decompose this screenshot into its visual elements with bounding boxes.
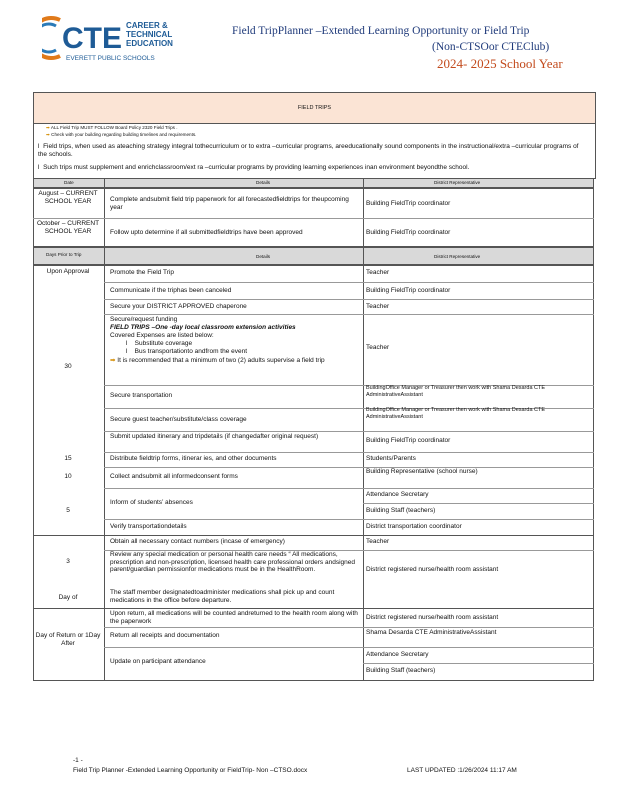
detail-promote: Promote the Field Trip [110, 269, 174, 276]
rep-verify-transport: District transportation coordinator [366, 523, 462, 530]
detail-recommended: ➡ It is recommended that a minimum of two (2) adults supervise a field trip [110, 357, 325, 364]
col-date: Date [64, 180, 74, 185]
rep-medication: District registered nurse/health room assistant [366, 566, 499, 573]
arrow-bullet-icon: ➡ [46, 132, 52, 137]
day-30: 30 [64, 363, 72, 370]
day-15: 15 [64, 455, 72, 462]
divider [363, 178, 364, 247]
rep-promote: Teacher [366, 269, 390, 276]
arrow-bullet-icon: ➡ [46, 125, 51, 130]
detail-verify-transport: Verify transportationdetails [110, 523, 187, 530]
detail-covered-expenses: Covered Expenses are listed below: [110, 332, 214, 339]
day-of: Day of [58, 594, 78, 601]
rep-building-staff-2: Building Staff (teachers) [366, 667, 436, 674]
field-trips-band [33, 92, 596, 124]
s1-details-2: Follow upto determine if all submittedfieldtrips have been approved [110, 229, 303, 236]
rep-transportation: BuildingOffice Manager or Treasurer then work with Shama Desarda CTE AdministrativeAssistant [366, 385, 546, 398]
section1-header [33, 178, 594, 188]
rep-upon-return: District registered nurse/health room assistant [366, 614, 499, 621]
rep-funding: Teacher [366, 344, 390, 351]
band-title: FIELD TRIPS [297, 105, 332, 111]
rep-communicate: Building FieldTrip coordinator [366, 287, 451, 294]
school-year: 2024- 2025 School Year [437, 56, 563, 71]
detail-field-trips-note: FIELD TRIPS –One -day local classroom extension activities [110, 324, 296, 331]
detail-contact-numbers: Obtain all necessary contact numbers (incase of emergency) [110, 538, 285, 545]
col-days: Days Prior to Trip [46, 252, 82, 257]
col-details: Details [256, 180, 271, 185]
col-details: Details [256, 254, 271, 259]
detail-funding: Secure/request funding [110, 316, 178, 323]
rep-consent: Building Representative (school nurse) [366, 468, 478, 475]
s1-date-2: October – CURRENT SCHOOL YEAR [36, 220, 100, 235]
svg-text:TECHNICAL: TECHNICAL [126, 30, 173, 39]
rep-building-staff: Building Staff (teachers) [366, 507, 436, 514]
detail-attendance-update: Update on participant attendance [110, 658, 206, 665]
detail-receipts: Return all receipts and documentation [110, 632, 220, 639]
rep-chaperone: Teacher [366, 303, 390, 310]
detail-upon-return: Upon return, all medications will be counted andreturned to the health room along with the paperwork [110, 610, 358, 625]
col-rep: District Representative [434, 180, 481, 185]
intro-box [33, 122, 596, 179]
s1-rep-2: Building FieldTrip coordinator [366, 229, 451, 236]
intro-paragraph-2: l Such trips must supplement and enrichclassroom/ext ra –curricular programs by providing learning experiences inan environment beyondthe school. [38, 164, 470, 171]
day-10: 10 [64, 473, 72, 480]
section2-header [33, 247, 594, 265]
detail-staff-medication: The staff member designatedtoadminister medications shall pick up and count medications in the office before departure. [110, 589, 335, 604]
day-3: 3 [66, 558, 70, 565]
title-line-1: Field TripPlanner –Extended Learning Opportunity or Field Trip [232, 25, 530, 37]
detail-itinerary: Submit updated itinerary and tripdetails (if changedafter original request) [110, 433, 319, 440]
divider [104, 247, 105, 681]
divider [363, 247, 364, 681]
page-number: -1 - [73, 757, 83, 764]
detail-bus: l Bus transportationto andfrom the event [126, 348, 248, 355]
footer-filename: Field Trip Planner -Extended Learning Opportunity or FieldTrip- Non –CTSO.docx [73, 767, 308, 774]
intro-policy-line: ➡ ALL Field Trip MUST FOLLOW Board Policy 2320 Field Trips . [46, 125, 178, 130]
detail-transportation: Secure transportation [110, 392, 173, 399]
day-5: 5 [66, 507, 70, 514]
rep-receipts: Shama Desarda CTE AdministrativeAssistant [366, 629, 497, 636]
detail-absences: Inform of students’ absences [110, 499, 193, 506]
rep-attendance: Attendance Secretary [366, 491, 429, 498]
s1-date-1: August – CURRENT SCHOOL YEAR [38, 190, 98, 205]
rep-itinerary: Building FieldTrip coordinator [366, 437, 451, 444]
day-of-return: Day of Return or 1Day After [35, 632, 101, 647]
row-divider [33, 218, 594, 219]
divider [104, 178, 105, 247]
logo-mark: CTE [62, 22, 122, 55]
col-rep: District Representative [434, 254, 481, 259]
detail-communicate: Communicate if the triphas been canceled [110, 287, 232, 294]
intro-paragraph-1: l Field trips, when used as ateaching strategy integral tothecurriculum or to extra –curricular programs, areeducationally sound components in the instructional/extra –curricular programs of the schools. [38, 143, 579, 158]
s1-rep-1: Building FieldTrip coordinator [366, 200, 451, 207]
day-upon-approval: Upon Approval [46, 268, 90, 275]
svg-text:EDUCATION: EDUCATION [126, 39, 173, 48]
detail-chaperone: Secure your DISTRICT APPROVED chaperone [110, 303, 247, 310]
detail-consent: Collect andsubmit all informedconsent forms [110, 473, 238, 480]
detail-guest-teacher: Secure guest teacher/substitute/class coverage [110, 416, 247, 423]
rep-contact-numbers: Teacher [366, 538, 390, 545]
s1-details-1: Complete andsubmit field trip paperwork for all forecastedfieldtrips for theupcoming year [110, 196, 349, 211]
footer-updated: LAST UPDATED :1/26/2024 11:17 AM [407, 767, 517, 774]
arrow-bullet-icon: ➡ [110, 357, 118, 364]
rep-guest-teacher: BuildingOffice Manager or Treasurer then work with Shama Desarda CTE AdministrativeAssistant [366, 407, 546, 420]
svg-text:EVERETT PUBLIC SCHOOLS: EVERETT PUBLIC SCHOOLS [66, 55, 155, 62]
rep-distribute: Students/Parents [366, 455, 416, 462]
intro-check-line: ➡ Check with your building regarding building timelines and requirements. [46, 132, 197, 137]
detail-substitute: l Substitute coverage [126, 340, 193, 347]
rep-attendance-secretary: Attendance Secretary [366, 651, 429, 658]
detail-medication: Review any special medication or personal health care needs “ All medications, prescription and non-prescription, licensed health care professional orders andsigned parent/guardian permissionfor medications must be in the HealthRoom. [110, 551, 355, 573]
title-line-2: (Non-CTSOor CTEClub) [432, 41, 550, 53]
svg-text:CAREER &: CAREER & [126, 21, 168, 30]
cte-logo [42, 12, 192, 64]
detail-distribute: Distribute fieldtrip forms, itinerar ies, and other documents [110, 455, 277, 462]
